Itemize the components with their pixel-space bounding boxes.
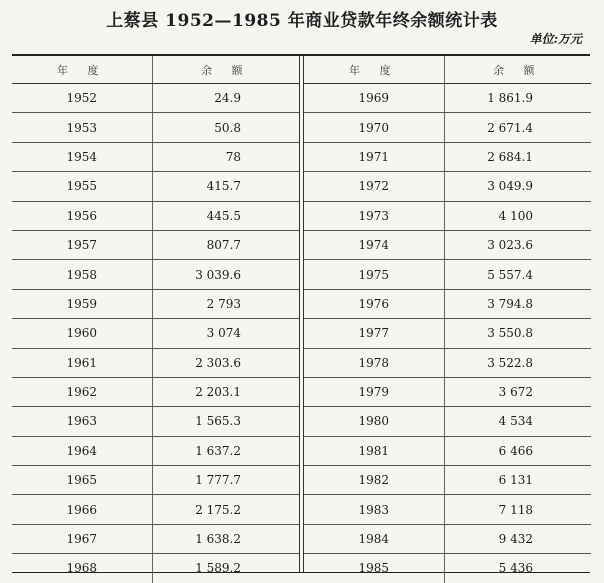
balance-cell: 2 303.6 bbox=[152, 348, 299, 377]
table-row bbox=[12, 289, 299, 318]
year-cell: 1954 bbox=[12, 142, 152, 171]
table-row bbox=[304, 377, 591, 406]
year-cell: 1978 bbox=[304, 348, 444, 377]
year-cell: 1979 bbox=[304, 377, 444, 406]
table-row bbox=[12, 172, 299, 201]
balance-cell: 1 565.3 bbox=[152, 407, 299, 436]
balance-header: 余 额 bbox=[152, 56, 299, 84]
year-cell: 1961 bbox=[12, 348, 152, 377]
year-cell: 1959 bbox=[12, 289, 152, 318]
year-cell: 1957 bbox=[12, 230, 152, 259]
balance-cell: 3 049.9 bbox=[444, 172, 591, 201]
year-cell: 1980 bbox=[304, 407, 444, 436]
table-row bbox=[304, 289, 591, 318]
table-row bbox=[304, 113, 591, 142]
year-cell: 1958 bbox=[12, 260, 152, 289]
table-title: 上蔡县 1952—1985 年商业贷款年终余额统计表 bbox=[106, 11, 498, 31]
balance-cell: 2 684.1 bbox=[444, 142, 591, 171]
statistics-table bbox=[12, 54, 590, 576]
year-cell: 1975 bbox=[304, 260, 444, 289]
year-cell: 1967 bbox=[12, 524, 152, 553]
table-row bbox=[12, 348, 299, 377]
year-cell: 1963 bbox=[12, 407, 152, 436]
balance-cell: 4 534 bbox=[444, 407, 591, 436]
balance-cell: 3 794.8 bbox=[444, 289, 591, 318]
unit-label: 单位:万元 bbox=[529, 32, 582, 46]
year-cell: 1971 bbox=[304, 142, 444, 171]
table-row bbox=[12, 260, 299, 289]
year-cell: 1985 bbox=[304, 554, 444, 583]
balance-cell: 4 100 bbox=[444, 201, 591, 230]
balance-cell: 78 bbox=[152, 142, 299, 171]
table-row bbox=[304, 524, 591, 553]
balance-cell: 2 793 bbox=[152, 289, 299, 318]
balance-cell: 5 436 bbox=[498, 561, 533, 576]
year-cell: 1972 bbox=[304, 172, 444, 201]
table-row bbox=[304, 172, 591, 201]
table-row bbox=[304, 260, 591, 289]
year-cell: 1970 bbox=[304, 113, 444, 142]
balance-cell: 2 671.4 bbox=[444, 113, 591, 142]
year-cell: 1962 bbox=[12, 377, 152, 406]
balance-cell: 3 550.8 bbox=[444, 319, 591, 348]
balance-cell: 1 777.7 bbox=[152, 466, 299, 495]
table-row bbox=[12, 407, 299, 436]
year-cell: 1977 bbox=[304, 319, 444, 348]
table-row bbox=[12, 466, 299, 495]
year-cell: 1964 bbox=[12, 436, 152, 465]
year-cell: 1966 bbox=[12, 495, 152, 524]
balance-cell: 9 432 bbox=[444, 524, 591, 553]
table-row bbox=[304, 466, 591, 495]
balance-cell: 807.7 bbox=[152, 230, 299, 259]
year-cell: 1984 bbox=[304, 524, 444, 553]
year-cell: 1956 bbox=[12, 201, 152, 230]
header-row bbox=[304, 56, 591, 84]
table-row bbox=[12, 436, 299, 465]
balance-cell: 3 672 bbox=[444, 377, 591, 406]
balance-cell: 6 466 bbox=[444, 436, 591, 465]
balance-cell: 3 522.8 bbox=[444, 348, 591, 377]
balance-cell: 3 039.6 bbox=[152, 260, 299, 289]
year-cell: 1976 bbox=[304, 289, 444, 318]
table-row bbox=[304, 201, 591, 230]
table-left-half bbox=[12, 56, 300, 576]
table-row bbox=[12, 554, 299, 583]
table-row bbox=[12, 524, 299, 553]
table-row bbox=[304, 230, 591, 259]
balance-cell: 5 557.4 bbox=[444, 260, 591, 289]
table-row bbox=[304, 495, 591, 524]
year-cell: 1981 bbox=[304, 436, 444, 465]
balance-cell: 1 589.2 bbox=[195, 561, 241, 576]
balance-cell: 3 023.6 bbox=[444, 230, 591, 259]
table-row bbox=[304, 436, 591, 465]
balance-cell: 1 638.2 bbox=[152, 524, 299, 553]
year-cell: 1973 bbox=[304, 201, 444, 230]
table-row bbox=[304, 554, 591, 583]
balance-cell: 1 637.2 bbox=[152, 436, 299, 465]
table-row bbox=[304, 319, 591, 348]
table-row bbox=[12, 142, 299, 171]
table-row bbox=[12, 377, 299, 406]
table-row bbox=[12, 113, 299, 142]
year-header: 年 度 bbox=[12, 56, 152, 84]
year-cell: 1960 bbox=[12, 319, 152, 348]
year-cell: 1969 bbox=[304, 84, 444, 113]
year-cell: 1955 bbox=[12, 172, 152, 201]
table-row bbox=[12, 201, 299, 230]
year-cell: 1982 bbox=[304, 466, 444, 495]
table-row bbox=[12, 319, 299, 348]
table-row bbox=[304, 84, 591, 113]
balance-cell: 1 861.9 bbox=[444, 84, 591, 113]
balance-cell: 445.5 bbox=[152, 201, 299, 230]
balance-cell: 2 203.1 bbox=[152, 377, 299, 406]
year-cell: 1965 bbox=[12, 466, 152, 495]
balance-cell: 50.8 bbox=[152, 113, 299, 142]
table-right-half bbox=[303, 56, 591, 576]
table-row bbox=[12, 495, 299, 524]
year-cell: 1983 bbox=[304, 495, 444, 524]
table-row bbox=[12, 230, 299, 259]
balance-cell: 6 131 bbox=[444, 466, 591, 495]
table-row bbox=[304, 348, 591, 377]
balance-cell: 24.9 bbox=[152, 84, 299, 113]
balance-cell: 7 118 bbox=[444, 495, 591, 524]
balance-cell: 415.7 bbox=[152, 172, 299, 201]
year-cell: 1953 bbox=[12, 113, 152, 142]
balance-header: 余 额 bbox=[444, 56, 591, 84]
balance-cell: 2 175.2 bbox=[152, 495, 299, 524]
header-row bbox=[12, 56, 299, 84]
balance-cell: 3 074 bbox=[152, 319, 299, 348]
table-row bbox=[304, 142, 591, 171]
table-row bbox=[304, 407, 591, 436]
year-cell: 1968 bbox=[12, 554, 152, 583]
year-cell: 1974 bbox=[304, 230, 444, 259]
year-cell: 1952 bbox=[12, 84, 152, 113]
year-header: 年 度 bbox=[304, 56, 444, 84]
table-row bbox=[12, 84, 299, 113]
